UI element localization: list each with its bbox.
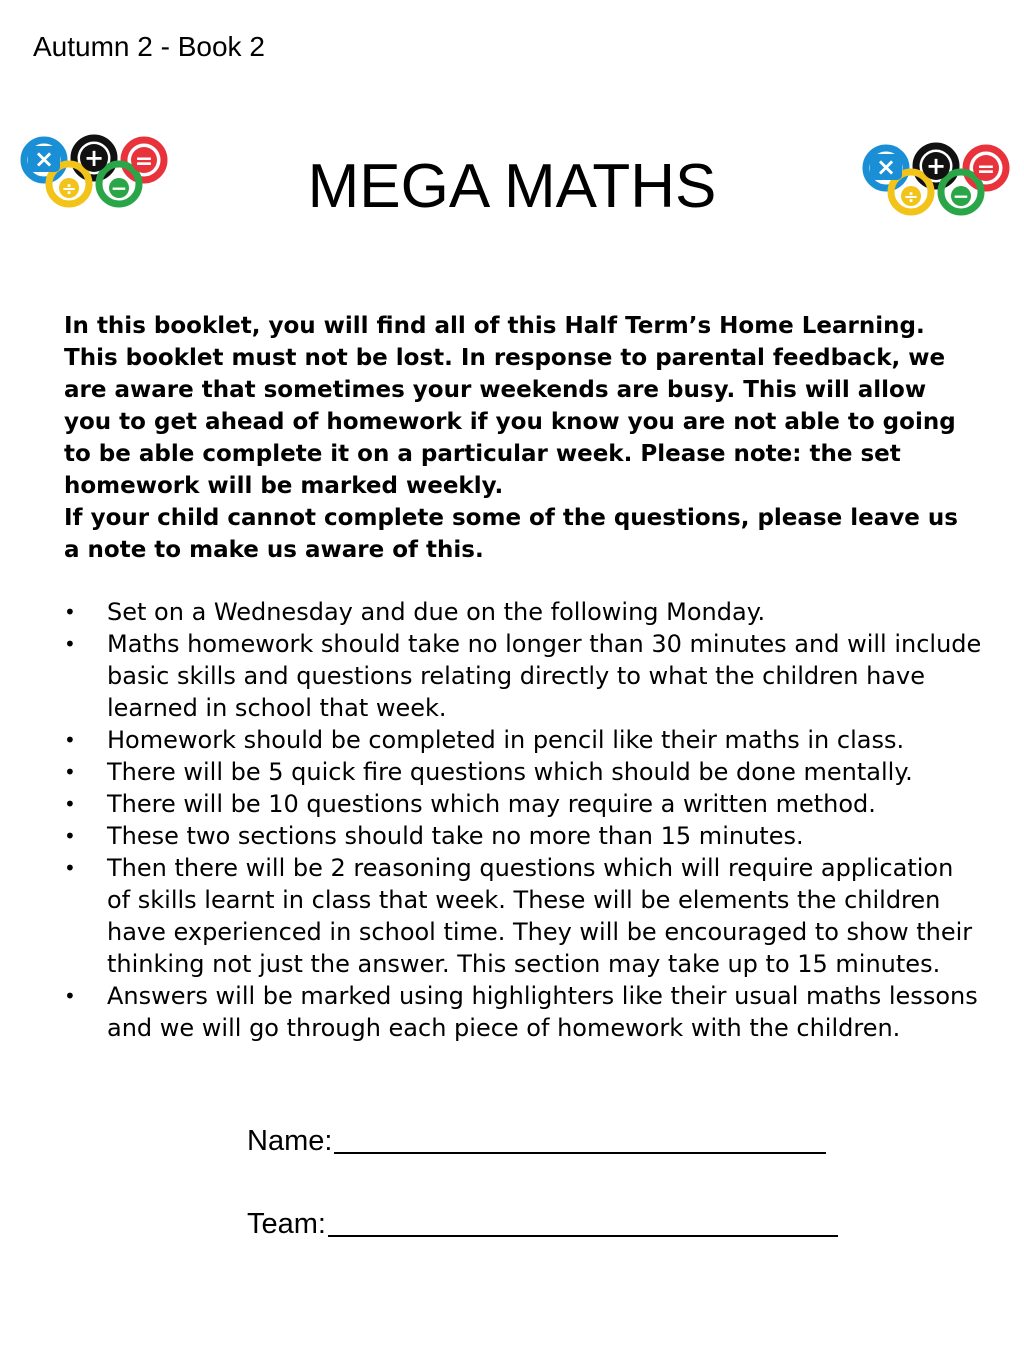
list-item bbox=[64, 724, 984, 756]
bullet-icon: • bbox=[64, 792, 76, 816]
bullet-icon: • bbox=[64, 632, 76, 656]
list-item bbox=[64, 788, 984, 820]
intro-note: If your child cannot complete some of the questions, please leave us a note to make us aware of this. bbox=[64, 505, 958, 563]
svg-text:+: + bbox=[83, 144, 105, 172]
list-item-text: There will be 10 questions which may require a written method. bbox=[107, 790, 876, 818]
svg-text:÷: ÷ bbox=[903, 187, 919, 208]
bullet-icon: • bbox=[64, 984, 76, 1008]
bullet-icon: • bbox=[64, 856, 76, 880]
list-item-text: Maths homework should take no longer than 30 minutes and will include basic skills and questions relating directly to what the children have learned in school that week. bbox=[107, 630, 982, 722]
team-field bbox=[247, 1205, 838, 1241]
name-label: Name: bbox=[247, 1125, 333, 1157]
list-item bbox=[64, 596, 984, 628]
svg-text:−: − bbox=[110, 176, 128, 200]
bullet-icon: • bbox=[64, 824, 76, 848]
svg-text:=: = bbox=[134, 149, 154, 174]
homework-rules-list bbox=[64, 596, 984, 1044]
bullet-icon: • bbox=[64, 728, 76, 752]
bullet-icon: • bbox=[64, 760, 76, 784]
team-write-line[interactable] bbox=[328, 1205, 838, 1237]
list-item-text: Answers will be marked using highlighters like their usual maths lessons and we will go through each piece of homework with the children. bbox=[107, 982, 978, 1042]
svg-text:×: × bbox=[875, 153, 897, 181]
bullet-icon: • bbox=[64, 600, 76, 624]
list-item bbox=[64, 852, 984, 980]
math-olympic-rings-icon bbox=[858, 140, 1018, 220]
page-title: MEGA MATHS bbox=[307, 152, 717, 221]
list-item bbox=[64, 756, 984, 788]
intro-text bbox=[64, 310, 964, 566]
intro-paragraph: In this booklet, you will find all of this Half Term’s Home Learning. This booklet must not be lost. In response to parental feedback, we are aware that sometimes your weekends are busy. This will allow you to get ahead of homework if you know you are not able to going to be able complete it on a particular week. Please note: the set homework will be marked weekly. bbox=[64, 313, 956, 499]
book-label: Autumn 2 - Book 2 bbox=[33, 31, 265, 62]
name-write-line[interactable] bbox=[334, 1122, 826, 1154]
name-field bbox=[247, 1122, 826, 1158]
list-item-text: Then there will be 2 reasoning questions which will require application of skills learnt in class that week. These will be elements the children have experienced in school time. They will be encouraged to show their thinking not just the answer. This section may take up to 15 minutes. bbox=[107, 854, 973, 978]
list-item-text: These two sections should take no more than 15 minutes. bbox=[107, 822, 804, 850]
team-label: Team: bbox=[247, 1208, 326, 1240]
list-item-text: Set on a Wednesday and due on the following Monday. bbox=[107, 598, 766, 626]
list-item-text: Homework should be completed in pencil like their maths in class. bbox=[107, 726, 905, 754]
list-item bbox=[64, 980, 984, 1044]
svg-text:÷: ÷ bbox=[61, 179, 77, 200]
list-item bbox=[64, 628, 984, 724]
list-item-text: There will be 5 quick fire questions which should be done mentally. bbox=[107, 758, 913, 786]
svg-text:+: + bbox=[925, 152, 947, 180]
list-item bbox=[64, 820, 984, 852]
svg-text:−: − bbox=[952, 184, 970, 208]
svg-text:=: = bbox=[976, 157, 996, 182]
svg-text:×: × bbox=[33, 145, 55, 173]
